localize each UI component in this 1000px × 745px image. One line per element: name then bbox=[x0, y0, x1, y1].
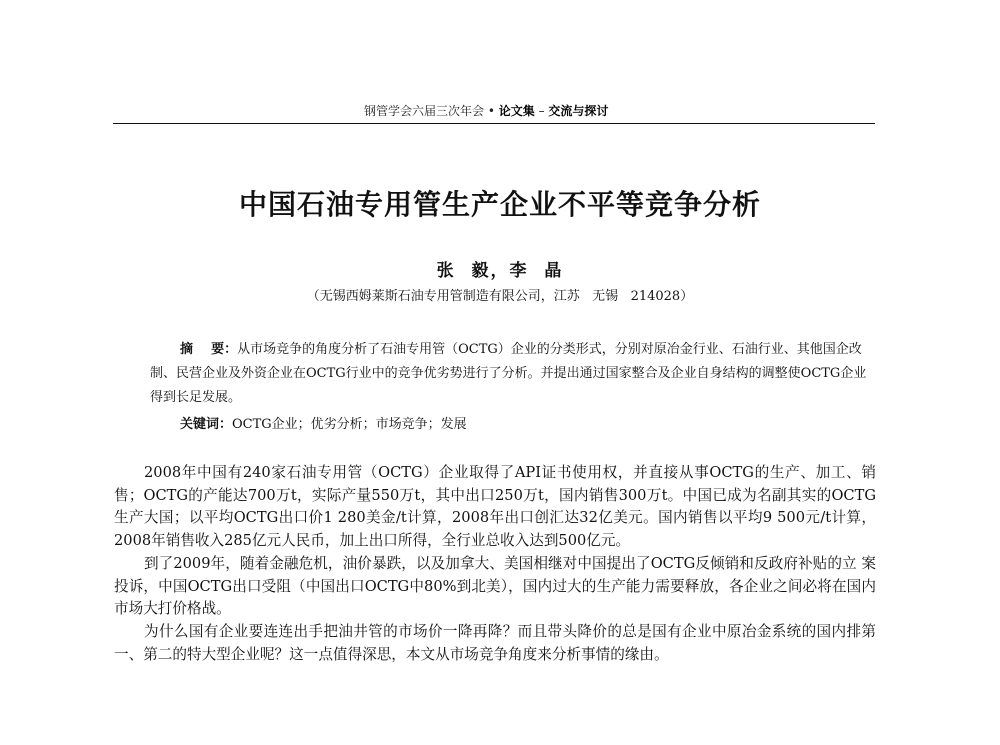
abstract-text: 从市场竞争的角度分析了石油专用管（OCTG）企业的分类形式，分别对原冶金行业、石油行业、其他国企改制、民营企业及外资企业在OCTG行业中的竞争优劣势进行了分析。并提出通过国家整合及企业自身结构的调整使OCTG企业得到长足发展。 bbox=[150, 342, 867, 405]
affiliation: （无锡西姆莱斯石油专用管制造有限公司，江苏 无锡 214028） bbox=[306, 289, 694, 304]
body-paragraph: 到了2009年，随着金融危机，油价暴跌，以及加拿大、美国相继对中国提出了OCTG反倾销和反政府补贴的立 案投诉，中国OCTG出口受阻（中国出口OCTG中80%到北美），国内过大的生产能力需要释放，各企业之间必将在国内市场大打价格战。 bbox=[114, 554, 876, 618]
author-list: 张 毅，李 晶 bbox=[436, 261, 564, 281]
keywords bbox=[180, 413, 467, 432]
collection-name: 论文集 bbox=[498, 104, 535, 118]
conference-name: 钢管学会六届三次年会 bbox=[364, 104, 485, 118]
body-paragraph: 为什么国有企业要连连出手把油井管的市场价一降再降？而且带头降价的总是国有企业中原冶金系统的国内排第一、第二的特大型企业呢？这一点值得深思，本文从市场竞争角度来分析事情的缘由。 bbox=[114, 622, 876, 663]
running-header bbox=[364, 102, 608, 119]
header-dash: – bbox=[534, 104, 549, 118]
body-paragraph: 2008年中国有240家石油专用管（OCTG）企业取得了API证书使用权，并直接从事OCTG的生产、加工、销售；OCTG的产能达700万t，实际产量550万t，其中出口250万t，国内销售300万t。中国已成为名副其实的OCTG生产大国；以平均OCTG出口价1 280美金/t计算，2008年出口创汇达32亿美元。国内销售以平均9 500元/t计算，2008年销售收入285亿元人民币，加上出口所得，全行业总收入达到500亿元。 bbox=[114, 464, 876, 550]
paper-title: 中国石油专用管生产企业不平等竞争分析 bbox=[238, 188, 761, 221]
header-rule bbox=[113, 123, 875, 124]
keywords-text: OCTG企业；优劣分析；市场竞争；发展 bbox=[232, 417, 467, 432]
abstract bbox=[150, 338, 870, 410]
header-separator: • bbox=[484, 104, 499, 118]
abstract-label: 摘 要： bbox=[180, 342, 238, 357]
keywords-label: 关键词： bbox=[180, 417, 233, 432]
section-name: 交流与探讨 bbox=[548, 104, 609, 118]
body-text bbox=[114, 462, 876, 666]
